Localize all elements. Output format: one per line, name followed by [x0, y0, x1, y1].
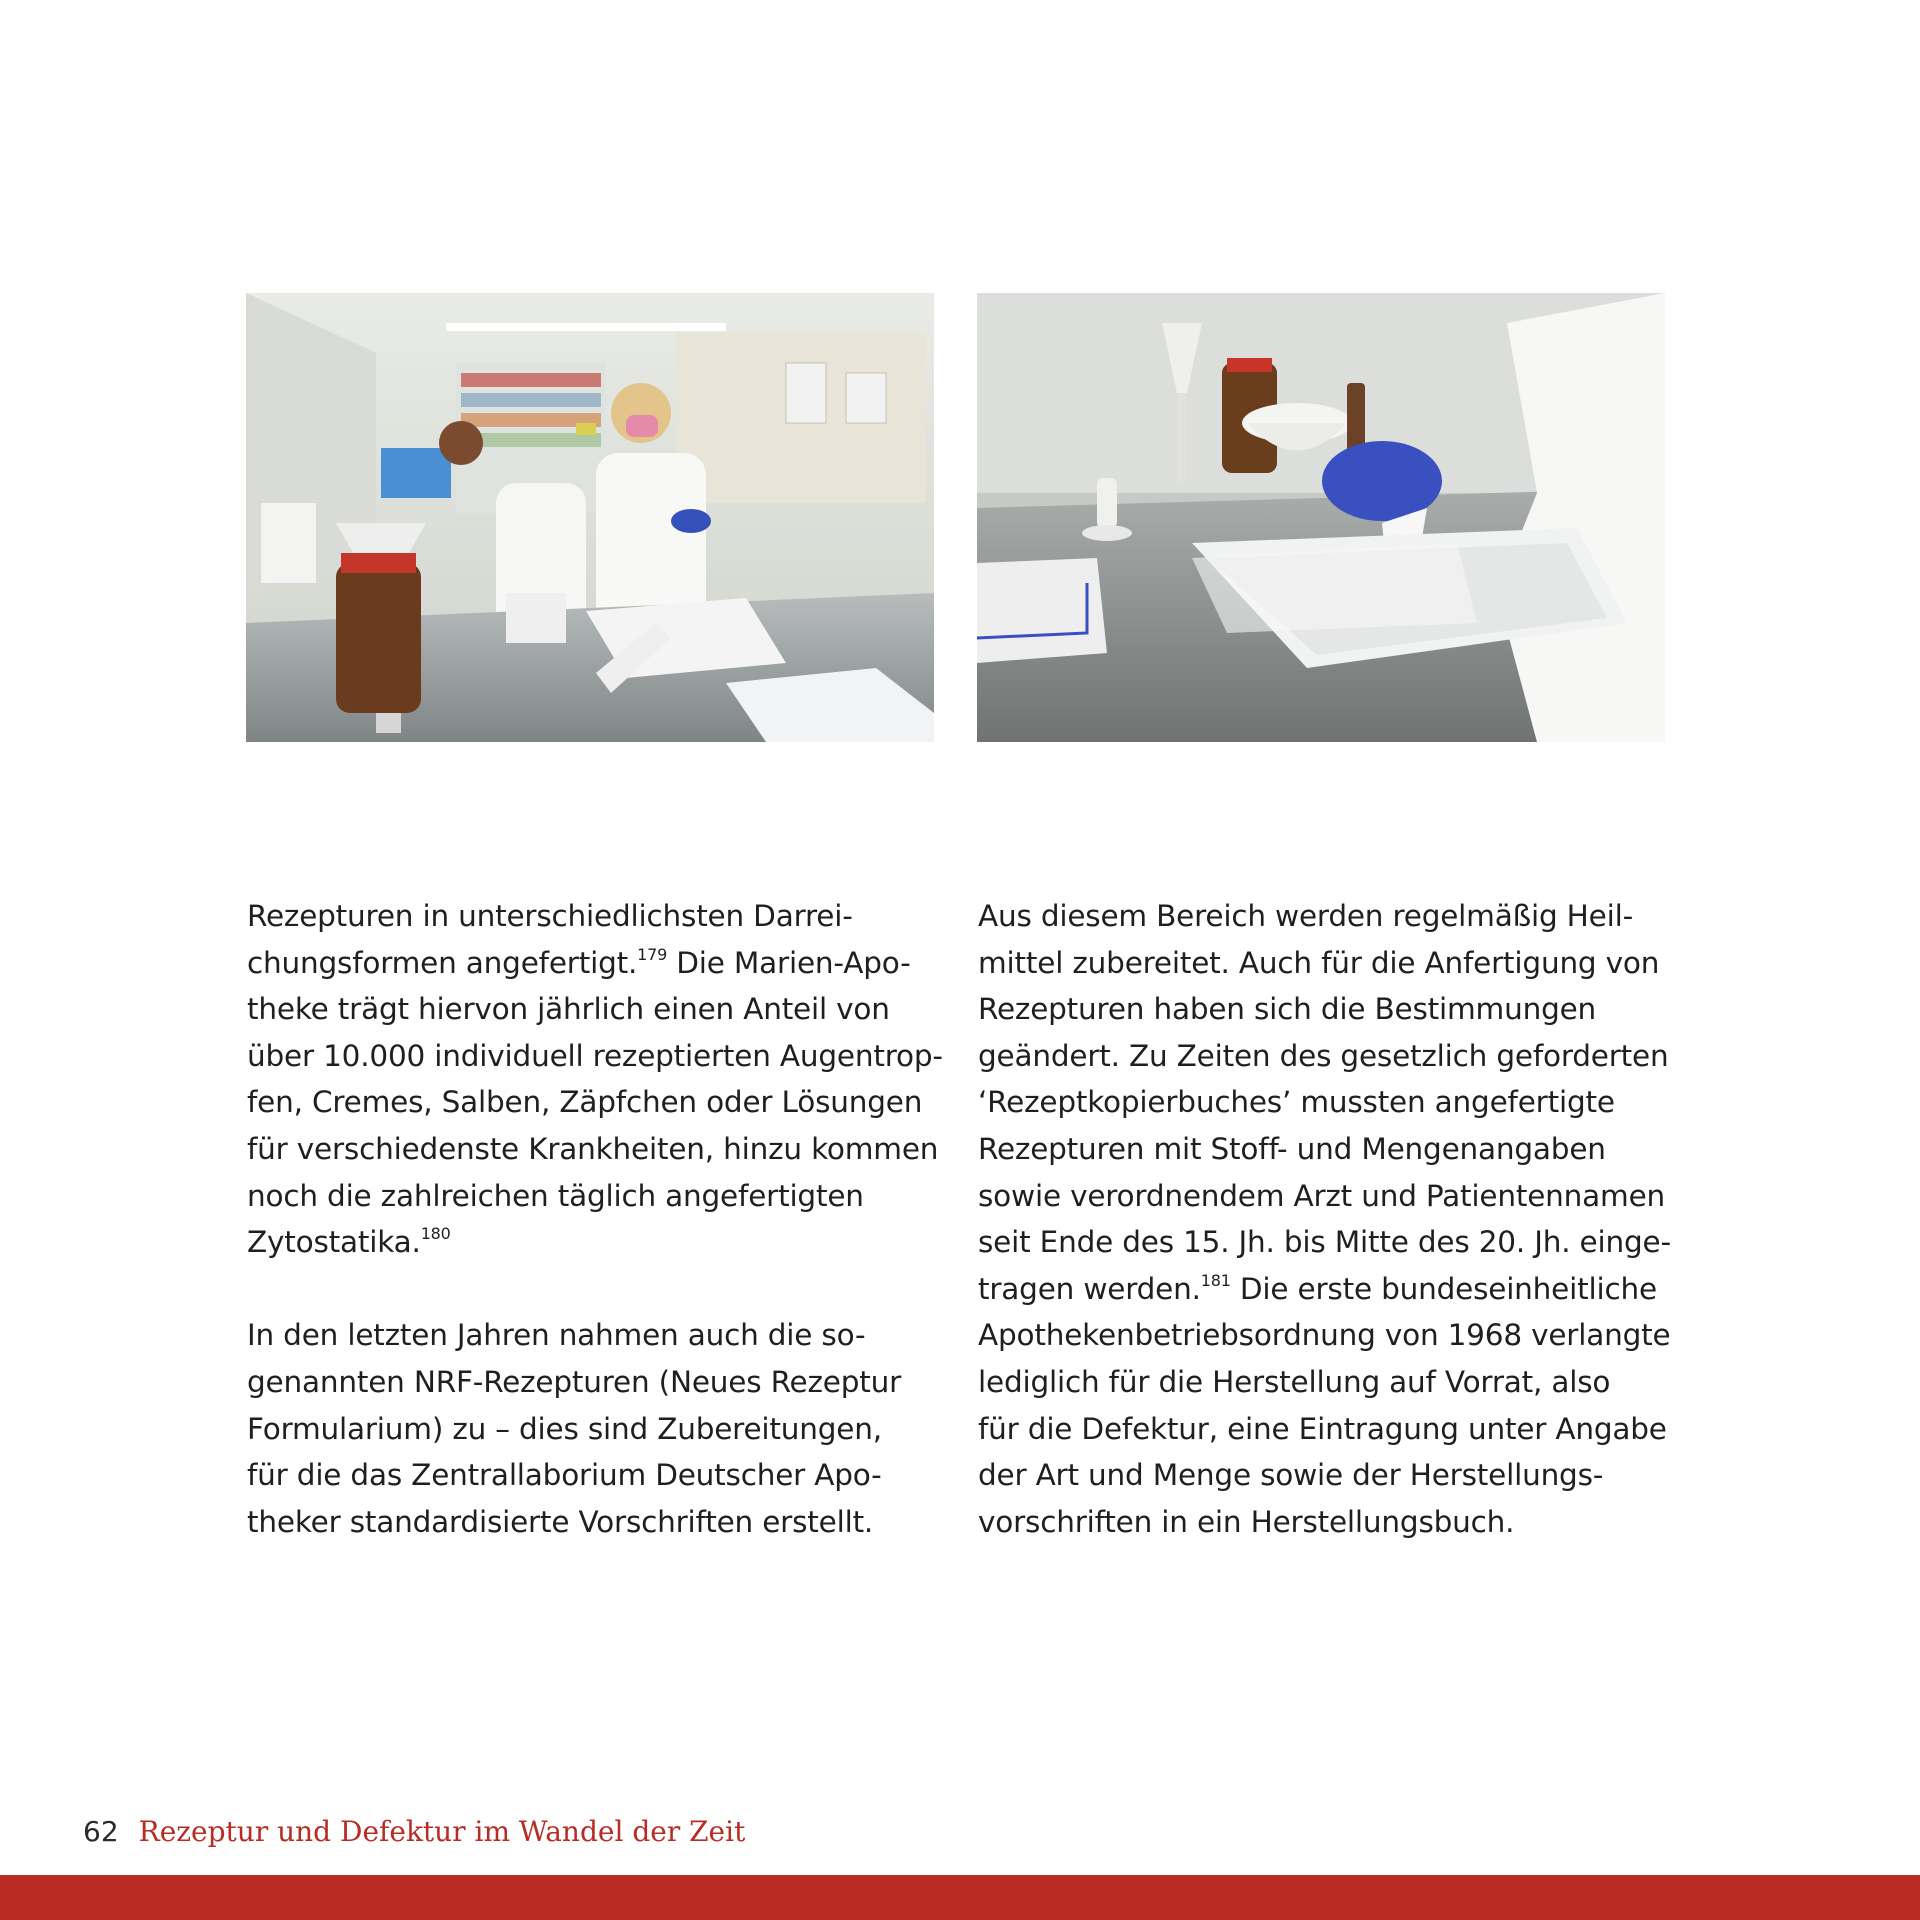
- left-paragraph-2: [247, 1312, 947, 1545]
- text-line: theke trägt hiervon jährlich einen Anteil von: [247, 992, 890, 1027]
- text-line: fen, Cremes, Salben, Zäpfchen oder Lösungen: [247, 1085, 923, 1120]
- text-line: [247, 1219, 947, 1266]
- text-fragment: Die erste bundeseinheitliche: [1230, 1271, 1657, 1306]
- pharmacy-lab-photo: [246, 293, 934, 742]
- ointment-plate-photo: [977, 293, 1665, 742]
- page-number: 62: [83, 1815, 119, 1848]
- text-line: der Art und Menge sowie der Herstellungs-: [978, 1458, 1604, 1493]
- text-line: Formularium) zu – dies sind Zubereitungen,: [247, 1411, 882, 1446]
- left-paragraph-1: [247, 893, 947, 1266]
- text-line: seit Ende des 15. Jh. bis Mitte des 20. Jh. einge-: [978, 1225, 1671, 1260]
- footnote-ref-179[interactable]: 179: [637, 944, 668, 964]
- text-line: genannten NRF-Rezepturen (Neues Rezeptur: [247, 1364, 902, 1399]
- text-line: für die Defektur, eine Eintragung unter Angabe: [978, 1411, 1667, 1446]
- text-fragment: chungsformen angefertigt.: [247, 945, 638, 980]
- text-line: In den letzten Jahren nahmen auch die so-: [247, 1318, 866, 1353]
- text-line: theker standardisierte Vorschriften erstellt.: [247, 1504, 874, 1539]
- text-line: Rezepturen mit Stoff- und Mengenangaben: [978, 1131, 1606, 1166]
- pharmacy-lab-photo-icon: [246, 293, 934, 742]
- text-line: Aus diesem Bereich werden regelmäßig Heil-: [978, 899, 1634, 933]
- text-line: Apothekenbetriebsordnung von 1968 verlangte: [978, 1318, 1671, 1353]
- text-line: Rezepturen in unterschiedlichsten Darrei-: [247, 899, 853, 933]
- right-paragraph-1: [978, 893, 1678, 1545]
- footer-accent-bar: [0, 1875, 1920, 1920]
- text-line: für verschiedenste Krankheiten, hinzu kommen: [247, 1131, 939, 1166]
- text-line: [978, 1266, 1678, 1313]
- right-text-column: [978, 893, 1678, 1545]
- page-footer: [83, 1812, 745, 1852]
- text-line: mittel zubereitet. Auch für die Anfertigung von: [978, 945, 1660, 980]
- text-line: vorschriften in ein Herstellungsbuch.: [978, 1504, 1515, 1539]
- text-line: ‘Rezeptkopierbuches’ mussten angefertigte: [978, 1085, 1615, 1120]
- text-line: über 10.000 individuell rezeptierten Augentrop-: [247, 1038, 943, 1073]
- footnote-ref-180[interactable]: 180: [420, 1224, 451, 1244]
- text-line: für die das Zentrallaborium Deutscher Apo-: [247, 1458, 882, 1493]
- running-title: Rezeptur und Defektur im Wandel der Zeit: [138, 1815, 746, 1848]
- text-line: lediglich für die Herstellung auf Vorrat, also: [978, 1364, 1611, 1399]
- text-line: noch die zahlreichen täglich angefertigten: [247, 1178, 864, 1213]
- text-line: [247, 940, 947, 987]
- text-fragment: Die Marien-Apo-: [667, 945, 911, 980]
- ointment-plate-photo-icon: [977, 293, 1665, 742]
- text-line: Rezepturen haben sich die Bestimmungen: [978, 992, 1597, 1027]
- left-text-column: [247, 893, 947, 1545]
- text-fragment: Zytostatika.: [247, 1225, 421, 1260]
- text-line: sowie verordnendem Arzt und Patientennamen: [978, 1178, 1666, 1213]
- text-fragment: tragen werden.: [978, 1271, 1201, 1306]
- text-line: geändert. Zu Zeiten des gesetzlich geforderten: [978, 1038, 1669, 1073]
- footnote-ref-181[interactable]: 181: [1200, 1270, 1231, 1290]
